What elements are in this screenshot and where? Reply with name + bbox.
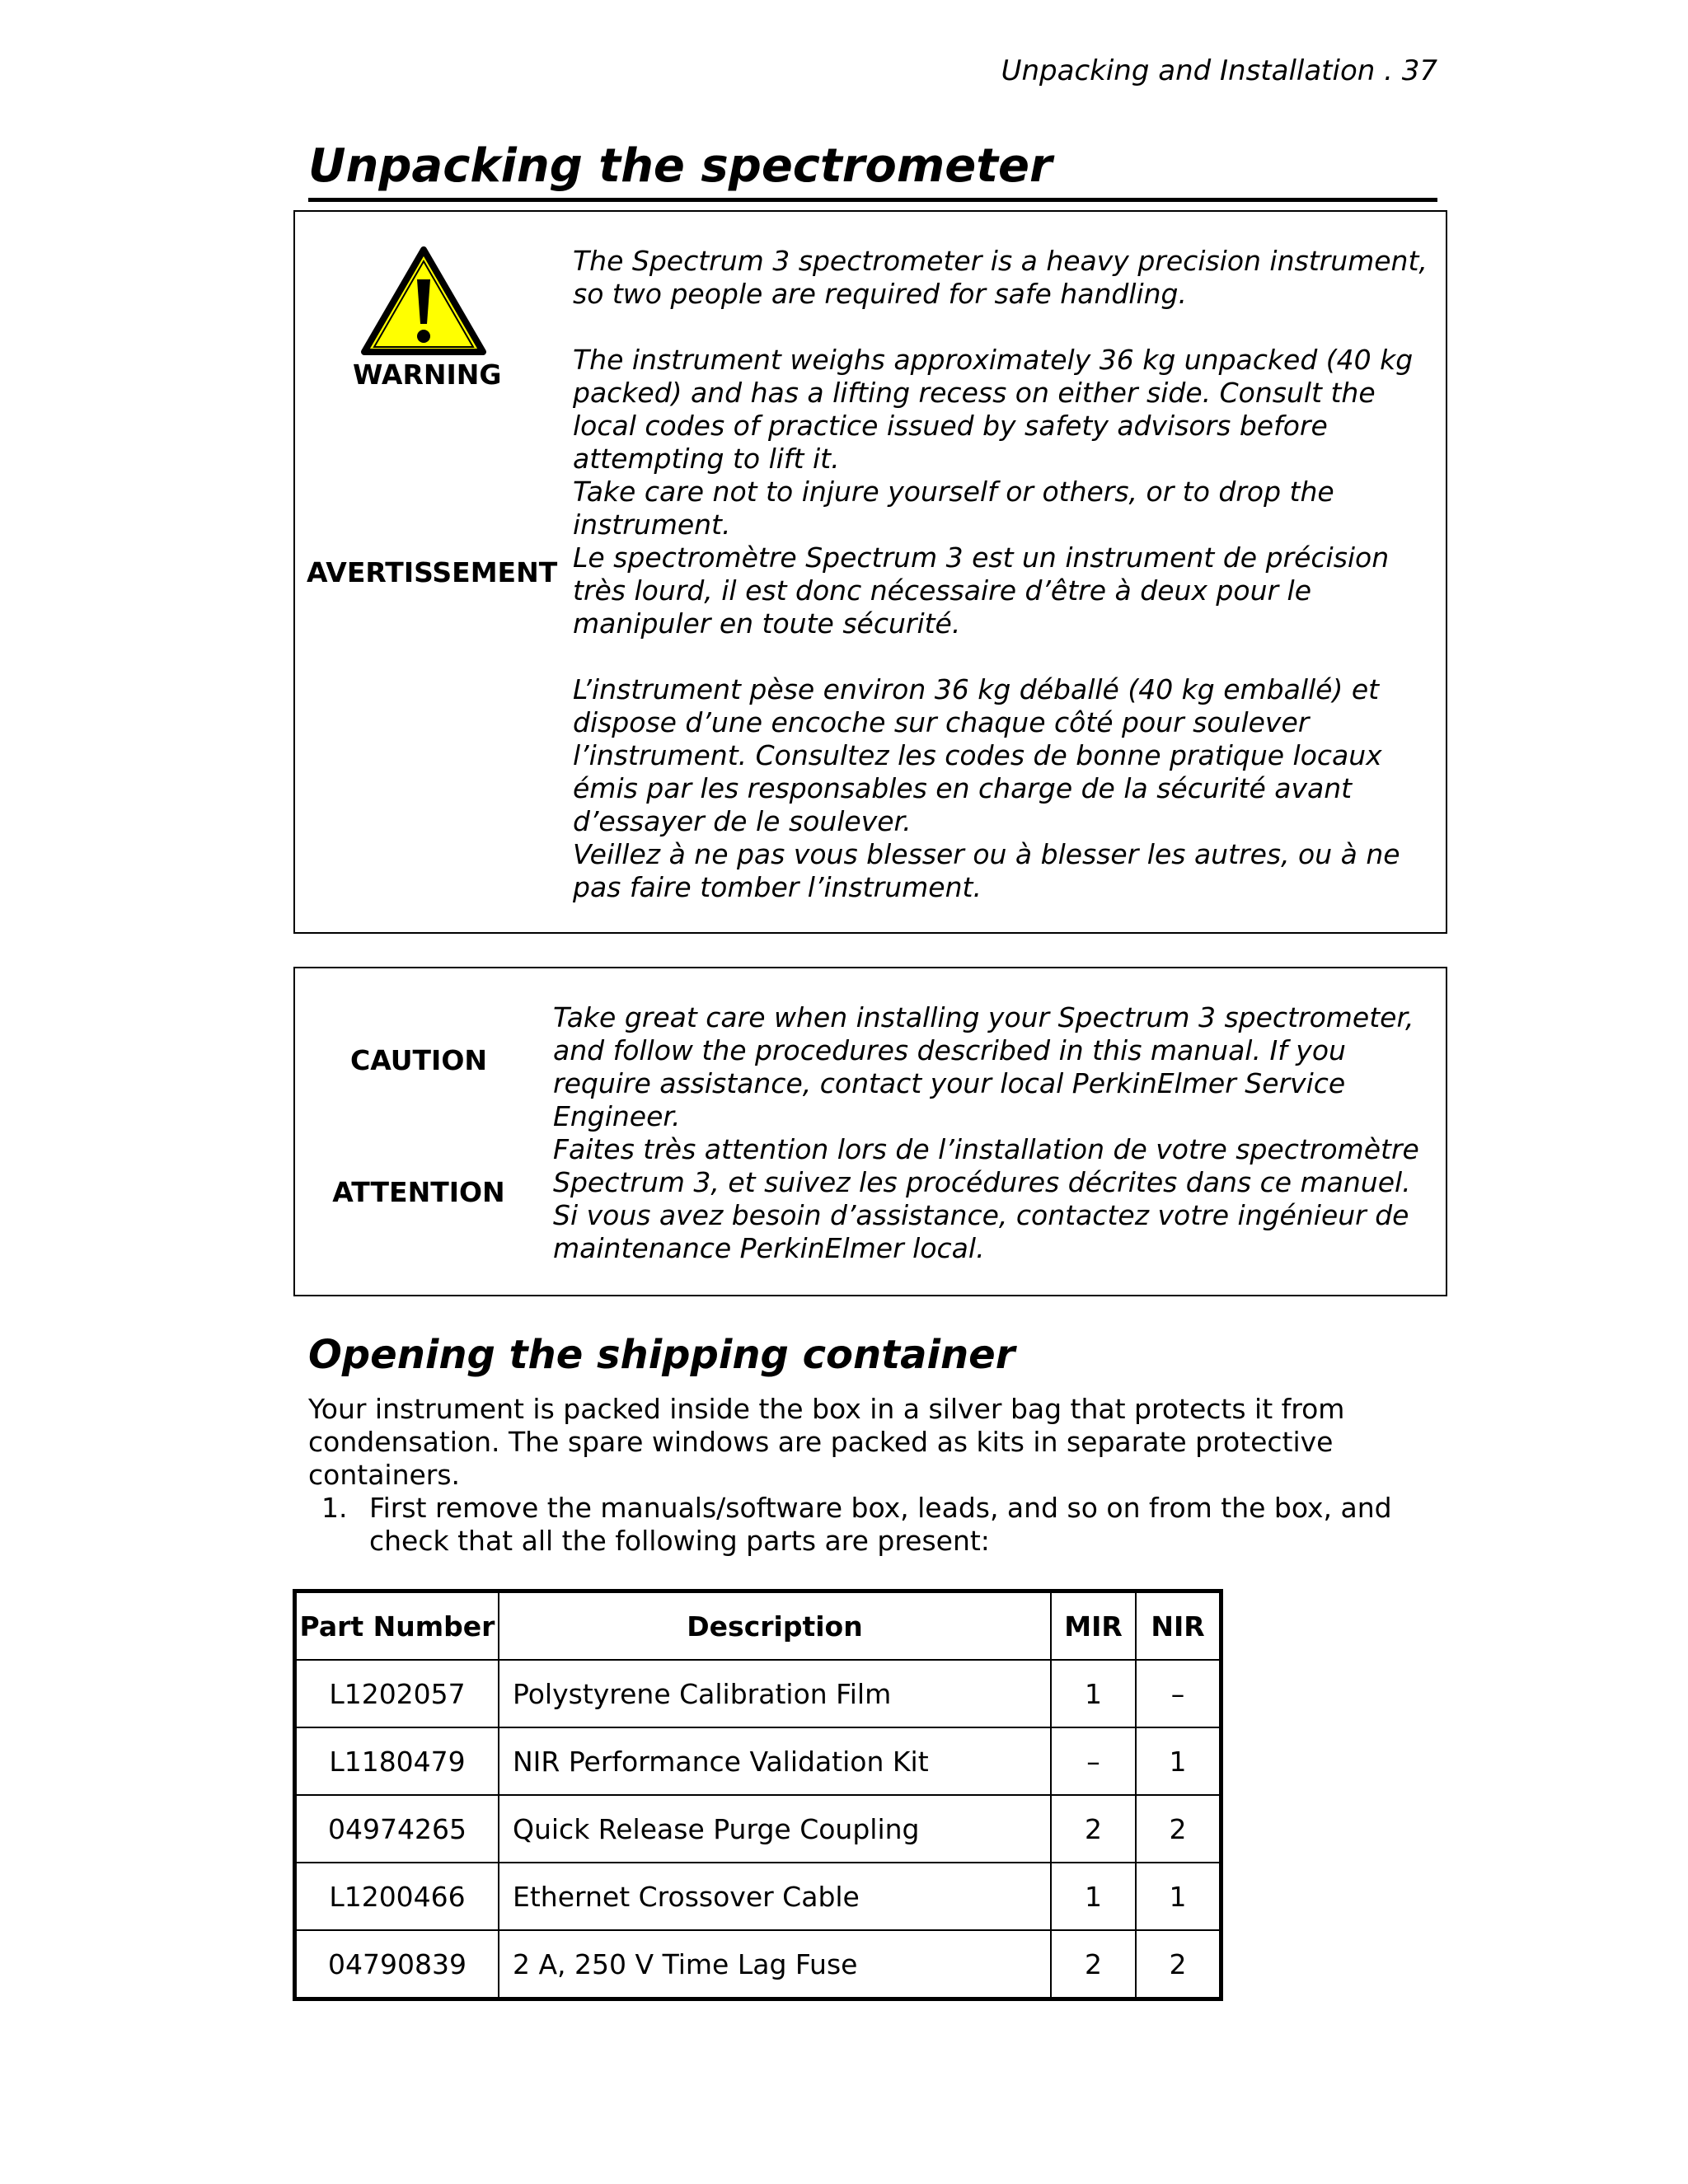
nir-cell: 2 xyxy=(1136,1795,1221,1863)
subsection-title: Opening the shipping container xyxy=(308,1332,1015,1378)
description-cell: Ethernet Crossover Cable xyxy=(499,1863,1051,1930)
avertissement-label: AVERTISSEMENT xyxy=(307,556,558,588)
running-header: Unpacking and Installation . 37 xyxy=(1001,54,1437,87)
mir-cell: – xyxy=(1051,1727,1136,1795)
description-cell: 2 A, 250 V Time Lag Fuse xyxy=(499,1930,1051,1999)
warning-paragraph: Take care not to injure yourself or others, or to drop the instrument. xyxy=(573,476,1334,541)
table-row xyxy=(295,1727,1221,1795)
warning-box xyxy=(293,210,1447,934)
list-number: 1. xyxy=(321,1492,348,1524)
caution-paragraph: Faites très attention lors de l’installation de votre spectromètre Spectrum 3, et suivez les procédures décrites dans ce manuel. Si vous avez besoin d’assistance, contactez votre ingénieur de maintenance PerkinElmer local. xyxy=(553,1133,1419,1264)
nir-cell: 1 xyxy=(1136,1863,1221,1930)
table-row xyxy=(295,1660,1221,1727)
warning-paragraph: Veillez à ne pas vous blesser ou à blesser les autres, ou à ne pas faire tomber l’instrument. xyxy=(573,838,1400,903)
warning-paragraph: The instrument weighs approximately 36 kg unpacked (40 kg packed) and has a lifting recess on either side. Consult the local codes of practice issued by safety advisors before attempting to lift it. xyxy=(573,344,1414,475)
caution-box xyxy=(293,967,1447,1296)
table-row xyxy=(295,1863,1221,1930)
warning-paragraph: The Spectrum 3 spectrometer is a heavy precision instrument, so two people are required for safe handling. xyxy=(573,245,1428,310)
part-number-cell: L1200466 xyxy=(295,1863,499,1930)
attention-label: ATTENTION xyxy=(332,1176,505,1208)
column-header: MIR xyxy=(1051,1591,1136,1661)
list-text: First remove the manuals/software box, leads, and so on from the box, and check that all the following parts are present: xyxy=(369,1492,1392,1557)
nir-cell: 2 xyxy=(1136,1930,1221,1999)
mir-cell: 1 xyxy=(1051,1863,1136,1930)
mir-cell: 1 xyxy=(1051,1660,1136,1727)
column-header: NIR xyxy=(1136,1591,1221,1661)
caution-paragraph: Take great care when installing your Spectrum 3 spectrometer, and follow the procedures described in this manual. If you require assistance, contact your local PerkinElmer Service Engineer. xyxy=(553,1001,1414,1132)
mir-cell: 2 xyxy=(1051,1930,1136,1999)
warning-label: WARNING xyxy=(353,359,502,391)
warning-paragraph: L’instrument pèse environ 36 kg déballé (40 kg emballé) et dispose d’une encoche sur chaque côté pour soulever l’instrument. Consultez les codes de bonne pratique locaux émis par les responsables en charge de la sécurité avant d’essayer de le soulever. xyxy=(573,673,1382,837)
table-row xyxy=(295,1795,1221,1863)
nir-cell: 1 xyxy=(1136,1727,1221,1795)
warning-paragraph: Le spectromètre Spectrum 3 est un instrument de précision très lourd, il est donc nécessaire d’être à deux pour le manipuler en toute sécurité. xyxy=(573,541,1390,640)
column-header: Description xyxy=(499,1591,1051,1661)
warning-triangle-icon xyxy=(359,245,488,359)
description-cell: NIR Performance Validation Kit xyxy=(499,1727,1051,1795)
nir-cell: – xyxy=(1136,1660,1221,1727)
part-number-cell: L1202057 xyxy=(295,1660,499,1727)
table-row xyxy=(295,1930,1221,1999)
description-cell: Quick Release Purge Coupling xyxy=(499,1795,1051,1863)
caution-label: CAUTION xyxy=(350,1044,487,1076)
section-title: Unpacking the spectrometer xyxy=(308,137,1437,202)
part-number-cell: 04790839 xyxy=(295,1930,499,1999)
table-header-row xyxy=(295,1591,1221,1661)
part-number-cell: 04974265 xyxy=(295,1795,499,1863)
intro-paragraph: Your instrument is packed inside the box in a silver bag that protects it from condensation. The spare windows are packed as kits in separate protective containers. xyxy=(308,1393,1345,1491)
description-cell: Polystyrene Calibration Film xyxy=(499,1660,1051,1727)
parts-table xyxy=(293,1589,1223,2001)
column-header: Part Number xyxy=(295,1591,499,1661)
part-number-cell: L1180479 xyxy=(295,1727,499,1795)
mir-cell: 2 xyxy=(1051,1795,1136,1863)
